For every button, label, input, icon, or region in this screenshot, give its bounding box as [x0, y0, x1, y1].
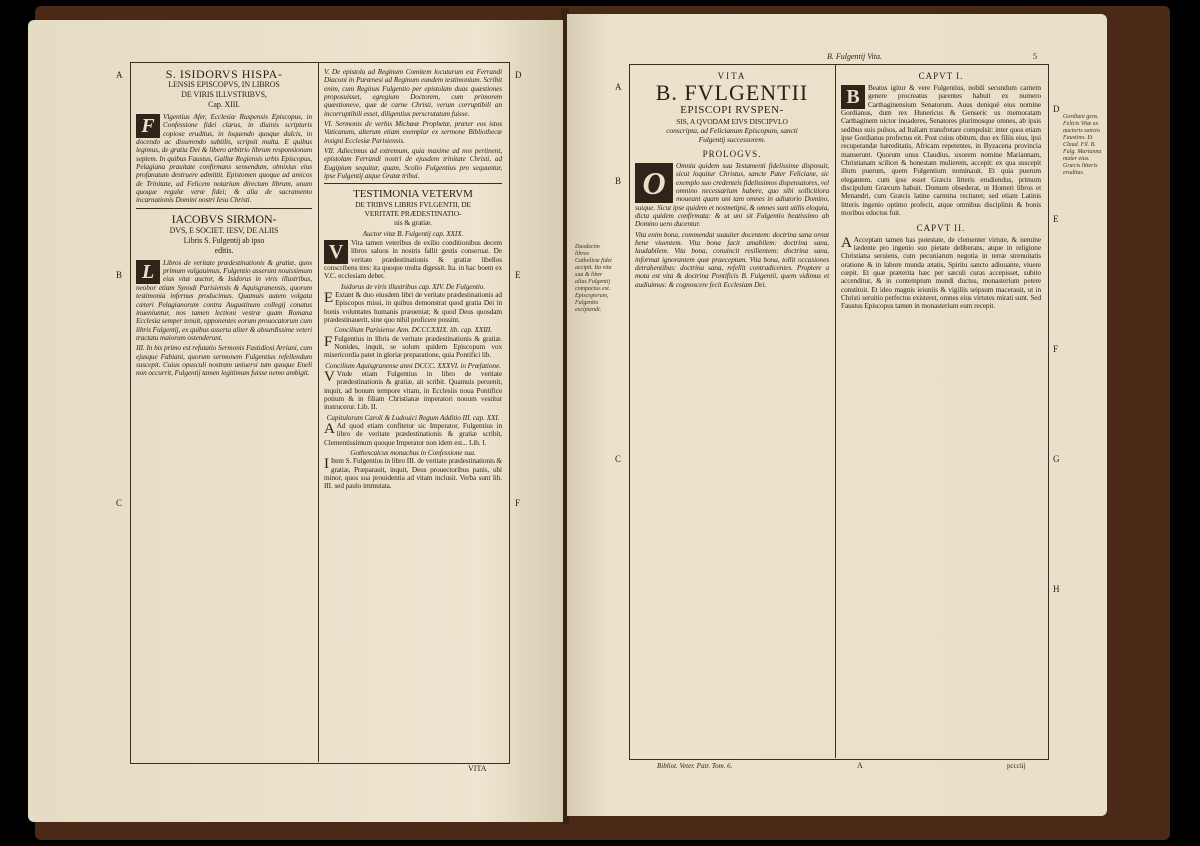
vita-title: B. FVLGENTII: [655, 80, 809, 105]
margin-letter: E: [1053, 214, 1059, 224]
reginum-text: V. De epistola ad Reginum Comitem locuturum est Ferrandi Diaconi in Parænesi ad Reginum eundem testimonium. Scribit enim, cum Reginus Fulgentio per epistolam duas quæstiones proposuisset, egregium Doctorem, cum primorem quæstioneve, quæ de carne Christi, verum corruptibili an incorruptibili esset, diligentius perscrutatum fuisse.: [324, 68, 502, 118]
left-column-divider: [318, 62, 319, 762]
right-column-divider: [835, 64, 836, 758]
capitulorum-text: A Ad quod etiam confitetur sic Imperator, Fulgentius in libro de veritate prædestinationis & gratiæ scribit, Clementissimum quoque Imperator non idem est... Lib. I.: [324, 421, 502, 447]
margin-letter: F: [515, 498, 521, 508]
margin-letter: H: [1053, 584, 1060, 594]
testimonia-subtitle-2: VERITATE PRÆDESTINATIO-: [364, 209, 462, 219]
testimonia-subtitle: DE TRIBVS LIBRIS FVLGENTII, DE: [355, 200, 471, 210]
caput-2-heading: CAPVT II.: [916, 222, 966, 233]
vita-subtitle: EPISCOPI RVSPEN-: [680, 104, 784, 116]
isidorus-testimony: E Extant & duo eiusdem libri de veritate prædestinationis ad Episcopos missi, in quibus demonstrat quod gratia Dei in bonis voluntates humanis præueniat; & quod Deus quosdam prædestinauerit, sine quo nihil proficere possint.: [324, 289, 502, 324]
initial-e: E: [324, 289, 334, 306]
sirmondus-text-2: III. In his primo est refutatio Sermonis Fastidiosi Arriani, cum ejusque Fabiani, quorum sermonem Fulgentius refellendum suscepit. Cuius opusculi nostram uniuersi tum quoque Eneli non occurrit, Fulgentij tamen legitimum fuisse nemo ambigit.: [136, 343, 312, 378]
footer-left: Bibliot. Veter. Patr. Tom. 6.: [657, 762, 733, 770]
isidorus-chapter: Cap. XIII.: [208, 100, 240, 109]
dropcap-v: V: [324, 240, 348, 264]
vita-subtitle-3: conscripta, ad Felicianum Episcopum, sancti: [666, 126, 798, 135]
citation: Capitulorum Caroli & Ludouici Regum Additio III. cap. XXI.: [326, 412, 500, 422]
caput-1-heading: CAPVT I.: [918, 71, 964, 81]
caput-1-text: B Beatus igitur & vere Fulgentius, nobili secundum carnem genere procreatus parentes habuit ex numero Carthaginensium Senatorum. Auus deniqué eius nomine Gordianus, dum rex Hunericus & Genseric us memoratam Carthaginem uictor inuaderes, Senatores plurimosque omnes, ab ipsis sedibus suis pulsos, ad Italiam transfretare compulsit: inter quos etiam ipse Gordianus profectus eit. Post cuius obitum, duo ex filiis eius, ipsi recuperandæ hæreditatis, Africam repetentes, in Byzacena provincia manserunt. Quorum unus Claudius, uxorem nomine Mariannam, Christianam scilicet & honestam mulierem, accepit: ex qua suscepit illum puerum, quem Fulgentium nominauit. Et quia puerum elegantem, cum ipse esset Græcis litteris erudiendus, primum discipulum Græcum habuit. Domum obsederat, ut Homeri libros et Menandri, cum Græcis latine carmina recitaret; sed etiam Latinis litteris ingenio optimo profecit, atque omnibus disciplinis & bonis moribus edoctus fuit.: [841, 83, 1041, 218]
citation: Concilium Aquisgranense anni DCCC. XXXVI. in Præfatione.: [325, 360, 501, 370]
citation: Auctor vitæ B. Fulgentij cap. XXIX.: [362, 229, 464, 239]
testimonia-title: TESTIMONIA VETERVM: [353, 188, 473, 201]
initial-f: F: [324, 333, 333, 350]
citation: Isidorus de viris illustribus cap. XIV. De Fulgentio.: [340, 281, 486, 291]
section-rule: [324, 183, 502, 184]
sirmondus-subtitle: DVS, E SOCIET. IESV, DE ALIIS: [169, 225, 279, 235]
margin-letter: C: [615, 454, 622, 464]
right-page: [567, 14, 1107, 816]
michaeae-text: VI. Sermonis de verbis Michææ Prophetæ, præter eos istos Vaticanum, alterum etiam exemplar ex sermone Bibliothecæ insigni Ecclesiæ Parisiensis.: [324, 119, 502, 145]
section-rule: [136, 208, 312, 209]
sirmondus-text: L Libros de veritate prædestinationis & gratiæ, quos primum vulgauimus, Fulgentio asserunt nouissimum eius vitæ auctor, & Isidorus in viris illustribus, neobor etiam Synodi Parisiensis & Aquisgranensis, quorum testimonia infernus producimus. Quamuis autem volgata cæteri Pelagianorum contra Augustinum collegij conatus inueniuntur, nos tamen lectioni vestræ quam Romana Ecclesia semper tenuit, opponentes eorum prouocatorum cum libris Fulgentij, ex quibus asserta aliter & absurdissime veteri tractatu maiorum ostenderunt.: [136, 257, 312, 342]
margin-letter: C: [116, 498, 123, 508]
margin-letter: F: [1053, 344, 1059, 354]
gothescalcus-text: I Item S. Fulgentius in libro III. de veritate prædestinationis & gratiæ, Præparauit, inquit, Deus prouectoribus panis, ubi minor, quos sua prouidentia ad vitam inclusit. Verba sunt lib. III. sed paulo immutata.: [324, 456, 502, 491]
isidorus-subtitle: LENSIS EPISCOPVS, IN LIBROS: [168, 80, 280, 89]
margin-letter: A: [615, 82, 622, 92]
left-page: [28, 20, 563, 822]
isidorus-title: S. ISIDORVS HISPA-: [165, 68, 283, 81]
catchword: VITA: [468, 764, 487, 773]
parisiense-text: F Fulgentius in libris de veritate prædestinationis & gratiæ. Nonides, inquit, se solum quidem Episcopum vox misericordia patet in gloriæ preparatione, quia Pontifici lib.: [324, 333, 502, 360]
dropcap-f: F: [136, 114, 160, 138]
vita-subtitle-2: SIS, A QVODAM EIVS DISCIPVLO: [676, 117, 788, 126]
margin-letter: D: [515, 70, 522, 80]
margin-letter: E: [515, 270, 521, 280]
margin-letter: B: [116, 270, 123, 280]
signature-mark: A: [857, 761, 863, 770]
initial-v: V: [324, 368, 335, 385]
isidorus-text: F Vlgentius Afer, Ecclesiæ Ruspensis Episcopus, in Confessione fidei clarus, in diuinis scripturis copiose eruditus, in loquendo quoque dulcis, in docendo ac disserendo subtilis, scripsit multa. E quibus legimus, de gratia Dei & libero arbitrio librum responsionum septem. In quibus Faustus, Galliæ Regiensis urbis Episcopus, Pelagiana prauitate confirmans sensendum, obnixius eius profanatum destruere admittit. Epistomen quoque ad amicos de Trinitate, ad Felicem notarium directum librum, unum quoque regulæ veræ fidei; & alia de sacramento incarnationis Domini nostri Iesu Christi.: [136, 112, 312, 205]
margin-letter: A: [116, 70, 123, 80]
citation: Concilium Parisiense Ann. DCCCXXIX. lib. cap. XXIII.: [334, 325, 492, 335]
dropcap-o: O: [635, 163, 673, 203]
margin-letter: D: [1053, 104, 1060, 114]
testimonia-subtitle-3: nis & gratiæ.: [394, 218, 432, 228]
prologus-text-2: Vita enim bona, commendat suauiter docentem: doctrina sana ornat bene viuentem. Vita bona facit amabilem: doctrina sana, laudabilem. Vita bona, conuincit resilientem: doctrina sana, informat ignorantem quæ praeceptum. Vita bona, tollit occasiones detrahentibus: doctrina sana, refellit contradicentes. Proptere a mota est vita & doctrina Pontificis B. Fulgentii, quem vidimus et audiuimus: & cognoscere fecit Ecclesiam Dei.: [635, 229, 829, 289]
sirmondus-subtitle-3: editis.: [214, 245, 234, 255]
inner-sidenote: Duodecim libros Catholicæ fidei accipit. Ita vita sua & liber alius Fulgentij compactus est. Episcoporum, Fulgentio excipiendi.: [575, 244, 612, 313]
caput-2-text: A Acceptam tamen has potestate, de clementer virtute, & nemine lædente pro ingenio suo pietate deliberans, atque in religione Christiana seruiens, cum pecuniarum negotia in terræ strenuitatis oratione & in labore munda ætatis, Spiritu sancto adiuuante, viuere cœpit. Et quæ præterita hæc per sæculi curas accepisset, subito accenditur, & in contemptum mundi ductus, monasterium petere constituit. Et ideo magnis ieiuniis & vigiliis seipsum macerauit, ut in Christi seruitio perfectus existeret, omnes eius virtutes mirati sunt. Sed Faustus Episcopus tamen in monasterium eum recepit.: [841, 234, 1041, 311]
vita-label: VITA: [717, 71, 747, 81]
footer-right: pccciij: [1007, 762, 1026, 770]
running-head: B. Fulgentij Vita.: [827, 52, 882, 61]
prologus-text: O Omnia quidem sua Testamenti fidelissime disposuit, sicut loquitur Christus, sancte Pater Feliciane, sic exemplo suo credenteis fidelissimos dispensatores, vel omnino necessarium habere, quo sibi sollicitiora moueant quam uni tam omnes in adiutorio Domino, suique. Sicut ipse quidem et nosmetipsi, & omnes sunt utilis eloquia, dicta quidem confirmata: & ut uni sit Fulgentio beatissimo ab Domino uero ducentur.: [635, 161, 829, 229]
testimonia-text: V Vita tamen veteribus de exilio conditionibus decem libros saluos in nostris fallit gestis conseruat. De veritate prædestinationis & gratiæ libellos conscribens tres: ita quoque multa digessit. Ita. in hac boem ex V.C. ecclesiam debet.: [324, 237, 502, 281]
vita-subtitle-4: Fulgentij successorem.: [698, 135, 766, 144]
page-number: 5: [1033, 52, 1037, 61]
aquisgranense-text: V Vnde etiam Fulgentius in libro de veritate prædestinationis & gratiæ, ait scribit. Quamuis peruenit, inquit, ad bonum tempore vitam, in Ecclesiis noua Pontifice potium & in filiam Christianæ imperatori nouum vestitur instrucerur. Lib. II.: [324, 368, 502, 412]
citation: Gothescalcus monachus in Confessione sua.: [350, 448, 476, 458]
prologus-heading: PROLOGVS.: [702, 149, 762, 159]
initial-a: A: [841, 234, 852, 251]
left-column-1: [136, 68, 312, 758]
isidorus-subtitle-2: DE VIRIS ILLVSTRIBVS,: [181, 90, 267, 99]
dropcap-l: L: [136, 260, 160, 284]
initial-i: I: [324, 456, 329, 473]
margin-letter: B: [615, 176, 622, 186]
sirmondus-title: IACOBVS SIRMON-: [171, 211, 277, 226]
initial-a: A: [324, 421, 335, 438]
ferrandi-text: VII. Adiecimus ad extremum, quia maxime ad nos pertinent, epistolam Ferrandi nostri de ejusdem trinitate Christi, ad Eugipium sequitur, quam, Scolio Fulgentius pro sequuntur, ipse Fulgentij atque Gratæ tribui.: [324, 146, 502, 181]
margin-letter: G: [1053, 454, 1060, 464]
right-column-1: [635, 70, 829, 754]
right-column-2: [841, 70, 1041, 754]
dropcap-b: B: [841, 85, 865, 109]
left-column-2: [324, 68, 502, 758]
sirmondus-subtitle-2: Libris S. Fulgentij ab ipso: [183, 235, 265, 245]
outer-sidenote: Gordiani gens. Felicis Vitæ ex auctoris sancto Faustino. Et Claud. Fil. B. Fulg. Marianna mater eius. Græcis litteris eruditus.: [1063, 114, 1102, 176]
